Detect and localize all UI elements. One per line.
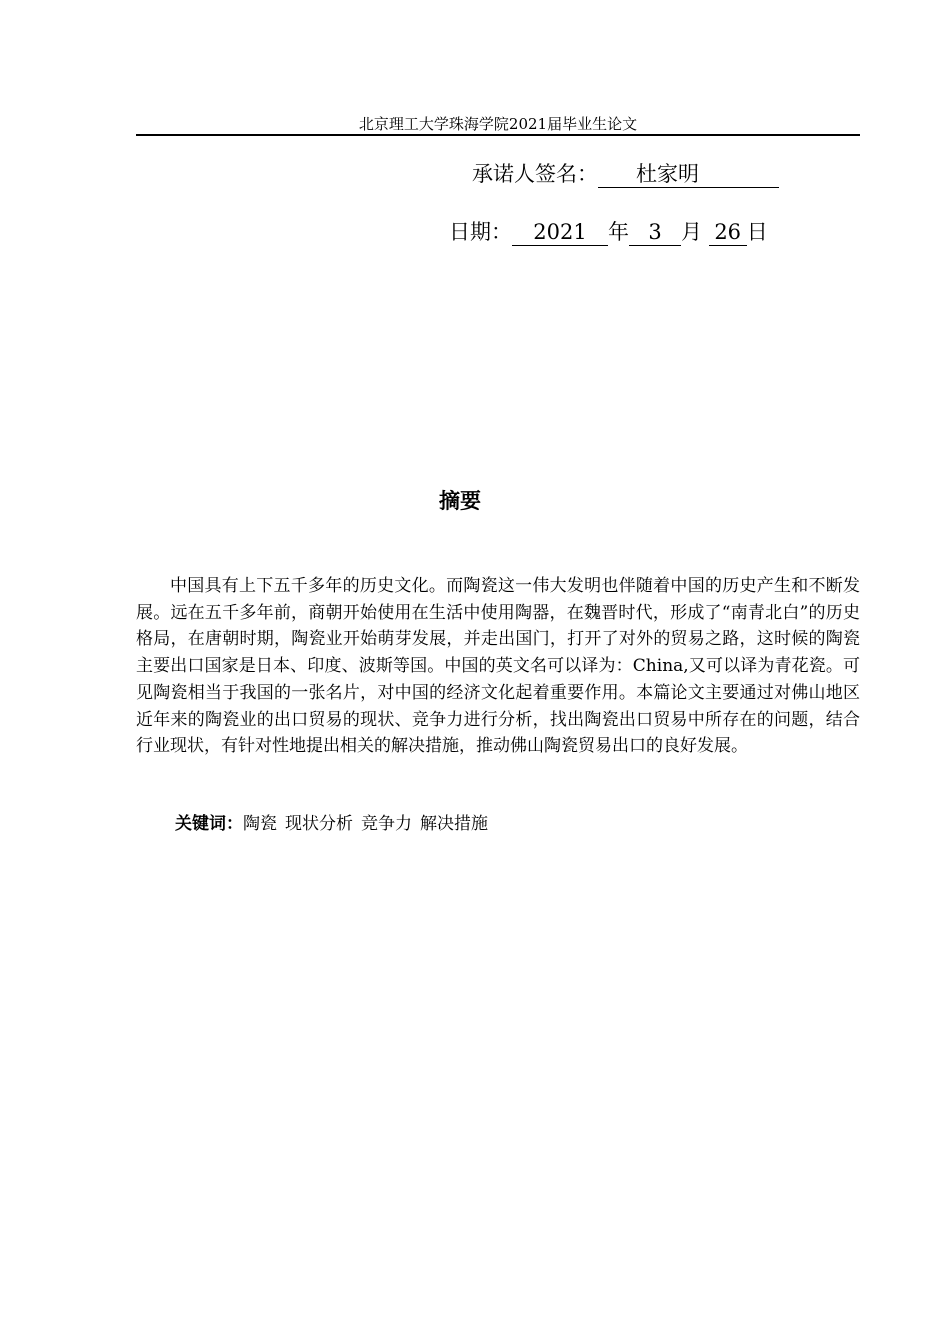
keyword-item: 现状分析 — [285, 814, 353, 834]
date-month-unit: 月 — [681, 220, 702, 244]
keyword-item: 竞争力 — [361, 814, 412, 834]
abstract-title: 摘要 — [439, 488, 481, 513]
date-day: 26 — [709, 219, 747, 246]
date-label: 日期： — [449, 220, 512, 244]
date-line — [449, 216, 768, 248]
date-month: 3 — [629, 219, 681, 246]
signature-name: 杜家明 — [636, 162, 699, 186]
header-divider — [136, 134, 860, 136]
page-header: 北京理工大学珠海学院2021届毕业生论文 — [358, 115, 638, 133]
keywords-label: 关键词： — [175, 814, 243, 834]
date-year: 2021 — [512, 219, 608, 246]
signature-line — [472, 158, 779, 190]
keyword-item: 陶瓷 — [243, 814, 277, 834]
keywords-line — [175, 811, 496, 837]
abstract-body: 中国具有上下五千多年的历史文化。而陶瓷这一伟大发明也伴随着中国的历史产生和不断发展。远在五千多年前，商朝开始使用在生活中使用陶器，在魏晋时代，形成了“南青北白”的历史格局，在唐朝时期，陶瓷业开始萌芽发展，并走出国门，打开了对外的贸易之路，这时候的陶瓷主要出口国家是日本、印度、波斯等国。中国的英文名可以译为：China,又可以译为青花瓷。可见陶瓷相当于我国的一张名片，对中国的经济文化起着重要作用。本篇论文主要通过对佛山地区近年来的陶瓷业的出口贸易的现状、竞争力进行分析，找出陶瓷出口贸易中所存在的问题，结合行业现状，有针对性地提出相关的解决措施，推动佛山陶瓷贸易出口的良好发展。 — [136, 576, 860, 757]
signature-underline — [598, 161, 779, 188]
signature-label: 承诺人签名： — [472, 162, 598, 186]
date-day-unit: 日 — [746, 220, 768, 244]
keyword-item: 解决措施 — [420, 814, 488, 834]
date-year-unit: 年 — [608, 220, 629, 244]
